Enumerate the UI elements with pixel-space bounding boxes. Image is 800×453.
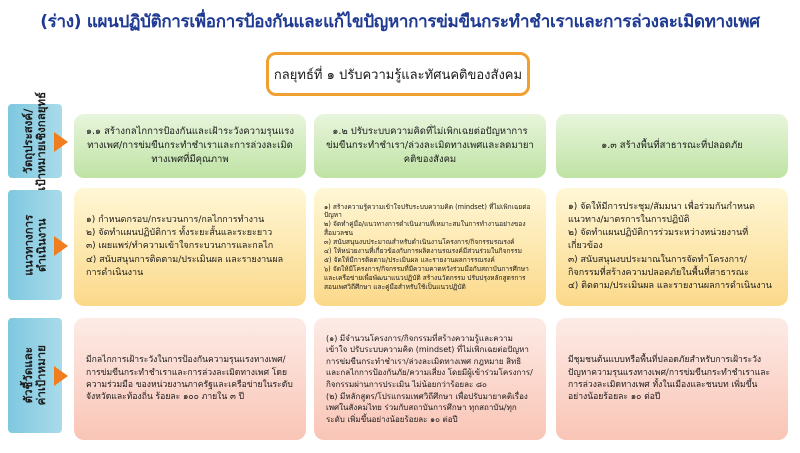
approach-item: ๒) จัดทำคู่มือ/แนวทางการดำเนินงานที่เหมาะสมในการทำงานอย่างของสื่อมวลชน: [324, 220, 526, 238]
indicator-item: มีชุมชนต้นแบบหรือพื้นที่ปลอดภัยสำหรับการเฝ้าระวังปัญหาความรุนแรงทางเพศ/การข่มขืนกระทำชำเราและการล่วงละเมิดทางเพศ ทั้งในเมืองและชนบท เพิ่มขึ้นอย่างน้อยร้อยละ ๑๐ ต่อปี: [568, 355, 771, 403]
objective-cell-3: [556, 114, 788, 178]
objective-cell-1: [74, 114, 306, 178]
approach-item: ๑) สร้างความรู้ความเข้าใจปรับระบบความคิด (mindset) ที่ไม่เพิกเฉยต่อปัญหา: [324, 202, 531, 220]
objective-text: ๑.๓ สร้างพื้นที่สาธารณะที่ปลอดภัย: [601, 140, 743, 152]
row-label-objectives-text: วัตถุประสงค์/ เป้าหมายเชิงกลยุทธ์: [20, 91, 48, 191]
approach-item: ๑) กำหนดกรอบ/กระบวนการ/กลไกการทำงาน: [86, 215, 265, 226]
approach-item: ๒) จัดทำแผนปฏิบัติการร่วมระหว่างหน่วยงานที่เกี่ยวข้อง: [568, 228, 749, 252]
approach-item: ๓) สนับสนุนงบประมาณในการจัดทำโครงการ/กิจกรรมที่สร้างความปลอดภัยในพื้นที่สาธารณะ: [568, 254, 749, 278]
strategy-box: [266, 52, 530, 96]
indicator-item: (๑) มีจำนวนโครงการ/กิจกรรมที่สร้างความรู้และความเข้าใจ ปรับระบบความคิด (mindset) ที่ไม่เพิกเฉยต่อปัญหาการข่มขืนกระทำชำเรา/ล่วงละเมิดทางเพศ กฎหมาย สิทธิ และกลไกการป้องกันภัย/ความเสี่ยง โดยมีผู้เข้าร่วมโครงการ/กิจกรรมผ่านการประเมิน ไม่น้อยกว่าร้อยละ ๘๐: [326, 333, 533, 389]
approach-cell-1: [74, 188, 306, 306]
indicator-cell-2: [314, 318, 546, 440]
approach-item: ๑) จัดให้มีการประชุม/สัมมนา เพื่อร่วมกันกำหนดแนวทาง/มาตรการในการปฏิบัติ: [568, 202, 755, 226]
indicator-cell-1: [74, 318, 306, 440]
approach-cell-2: [314, 188, 546, 306]
approach-item: ๒) จัดทำแผนปฏิบัติการ ทั้งระยะสั้นและระยะยาว: [86, 228, 273, 239]
approach-item: ๔) สนับสนุนการติดตาม/ประเมินผล และรายงานผลการดำเนินงาน: [86, 254, 284, 278]
approach-item: ๓) เผยแพร่/ทำความเข้าใจกระบวนการและกลไก: [86, 241, 274, 252]
approach-item: ๔) ติดตาม/ประเมินผล และรายงานผลการดำเนินงาน: [568, 280, 772, 291]
indicator-cell-3: [556, 318, 788, 440]
objective-text: ๑.๒ ปรับระบบความคิดที่ไม่เพิกเฉยต่อปัญหาการข่มขืนกระทำชำเรา/ล่วงละเมิดทางเพศและลดมายาคติของสังคม: [326, 126, 534, 165]
approach-item: ๖) จัดให้มีโครงการ/กิจกรรมที่มีความคาดหวังร่วมมือกับสถาบันการศึกษาและเครือข่ายเพื่อพัฒนาแนวปฏิบัติ สร้างนวัตกรรม ปรับปรุงหลักสูตรการสอนเพศวิถีศึกษา และคู่มือสำหรับใช้เป็นแนวปฏิบัติ: [324, 264, 529, 291]
arrow-objectives-icon: [54, 132, 68, 152]
arrow-indicators-icon: [54, 366, 68, 386]
approach-cell-3: [556, 188, 788, 306]
page-title: (ร่าง) แผนปฏิบัติการเพื่อการป้องกันและแก้ไขปัญหาการข่มขืนกระทำชำเราและการล่วงละเมิดทางเพศ: [40, 12, 760, 32]
row-label-indicators-text: ตัวชี้วัดและ ค่าเป้าหมาย: [20, 345, 49, 406]
approach-item: ๕) จัดให้มีการติดตาม/ประเมินผล และรายงานผลการรณรงค์: [324, 255, 495, 264]
objective-text: ๑.๑ สร้างกลไกการป้องกันและเฝ้าระวังความรุนแรงทางเพศ/การข่มขืนกระทำชำเราและการล่วงละเมิดทางเพศที่มีคุณภาพ: [86, 126, 295, 165]
indicator-item: (๒) มีหลักสูตร/โปรแกรมเพศวิถีศึกษา เพื่อปรับมายาคติเรื่องเพศในสังคมไทย ร่วมกับสถาบันการศึกษา ทุกสถาบัน/ทุกระดับ เพิ่มขึ้นอย่างน้อยร้อยละ ๑๐ ต่อปี: [326, 391, 528, 424]
indicator-item: มีกลไกการเฝ้าระวังในการป้องกันความรุนแรงทางเพศ/การข่มขืนกระทำชำเราและการล่วงละเมิดทางเพศ โดยความร่วมมือ ของหน่วยงานภาครัฐและเครือข่ายในระดับจังหวัดและท้องถิ่น ร้อยละ ๑๐๐ ภายใน ๓ ปี: [86, 355, 293, 403]
approach-item: ๔) ให้หน่วยงานที่เกี่ยวข้องกับการผลิตงานรณรงค์มีส่วนร่วมในกิจกรรม: [324, 247, 522, 255]
row-label-approaches-text: แนวทางการ ดำเนินงาน: [20, 214, 49, 276]
approach-item: ๓) สนับสนุนงบประมาณสำหรับดำเนินงานโครงการ/กิจกรรมรณรงค์: [324, 238, 515, 247]
strategy-label: กลยุทธ์ที่ ๑ ปรับความรู้และทัศนคติของสังคม: [273, 67, 523, 83]
arrow-approaches-icon: [54, 236, 68, 256]
objective-cell-2: [314, 114, 546, 178]
